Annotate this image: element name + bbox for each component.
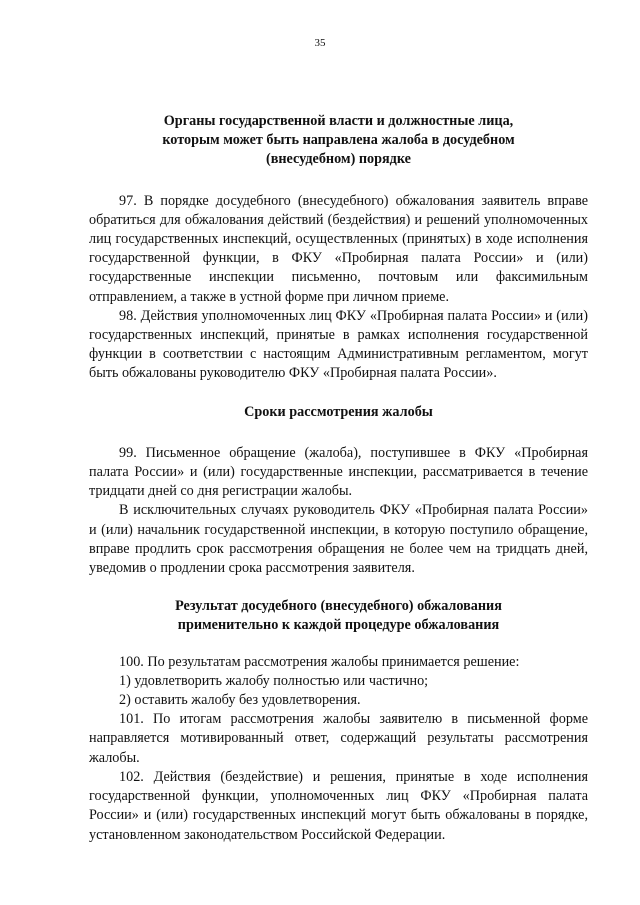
heading-line: Сроки рассмотрения жалобы xyxy=(244,403,433,420)
section-heading-result xyxy=(89,597,588,635)
heading-line: Результат досудебного (внесудебного) обжалования xyxy=(175,598,502,615)
list-item-option-2: 2) оставить жалобу без удовлетворения. xyxy=(119,692,361,709)
paragraph-98: 98. Действия уполномоченных лиц ФКУ «Пробирная палата России» и (или) государственных инспекций, принятые в рамках исполнения государственной функции в соответствии с настоящим Административным регламентом, могут быть обжалованы руководителю ФКУ «Пробирная палата России». xyxy=(89,307,588,382)
section-spacer xyxy=(89,578,588,597)
section-spacer xyxy=(89,384,588,403)
list-item-option-1: 1) удовлетворить жалобу полностью или частично; xyxy=(119,672,429,689)
paragraph-102: 102. Действия (бездействие) и решения, принятые в ходе исполнения государственной функции, уполномоченных лиц ФКУ «Пробирная палата России» и (или) государственных инспекций могут быть обжалованы в порядке, установленном законодательством Российской Федерации. xyxy=(89,768,588,843)
section-heading-deadlines xyxy=(89,403,588,422)
heading-line: Органы государственной власти и должностные лица, xyxy=(163,113,514,129)
paragraph-97: 97. В порядке досудебного (внесудебного) обжалования заявитель вправе обратиться для обжалования действий (бездействия) и решений уполномоченных лиц государственных инспекций, осуществленных (принятых) в ходе исполнения государственной функции, в ФКУ «Пробирная палата России» и (или) государственные инспекции письменно, почтовым или факсимильным отправлением, а также в устной форме при личном приеме. xyxy=(89,192,588,305)
paragraph-100: 100. По результатам рассмотрения жалобы принимается решение: xyxy=(119,653,520,670)
paragraph-101: 101. По итогам рассмотрения жалобы заявителю в письменной форме направляется мотивированный ответ, содержащий результаты рассмотрения жалобы. xyxy=(89,711,588,766)
document-body xyxy=(89,112,588,845)
heading-line: которым может быть направлена жалоба в досудебном xyxy=(162,132,515,149)
page-number: 35 xyxy=(314,37,326,49)
section-heading-authorities xyxy=(89,112,588,170)
heading-line: (внесудебном) порядке xyxy=(266,151,411,168)
paragraph-exceptional-cases: В исключительных случаях руководитель ФКУ «Пробирная палата России» и (или) начальник государственной инспекции, в которую поступило обращение, вправе продлить срок рассмотрения обращения не более чем на тридцать дней, уведомив о продлении срока рассмотрения заявителя. xyxy=(89,502,588,577)
heading-line: применительно к каждой процедуре обжалования xyxy=(177,617,500,634)
paragraph-99: 99. Письменное обращение (жалоба), поступившее в ФКУ «Пробирная палата России» и (или) государственные инспекции, рассматривается в течение тридцати дней со дня регистрации жалобы. xyxy=(89,444,588,500)
